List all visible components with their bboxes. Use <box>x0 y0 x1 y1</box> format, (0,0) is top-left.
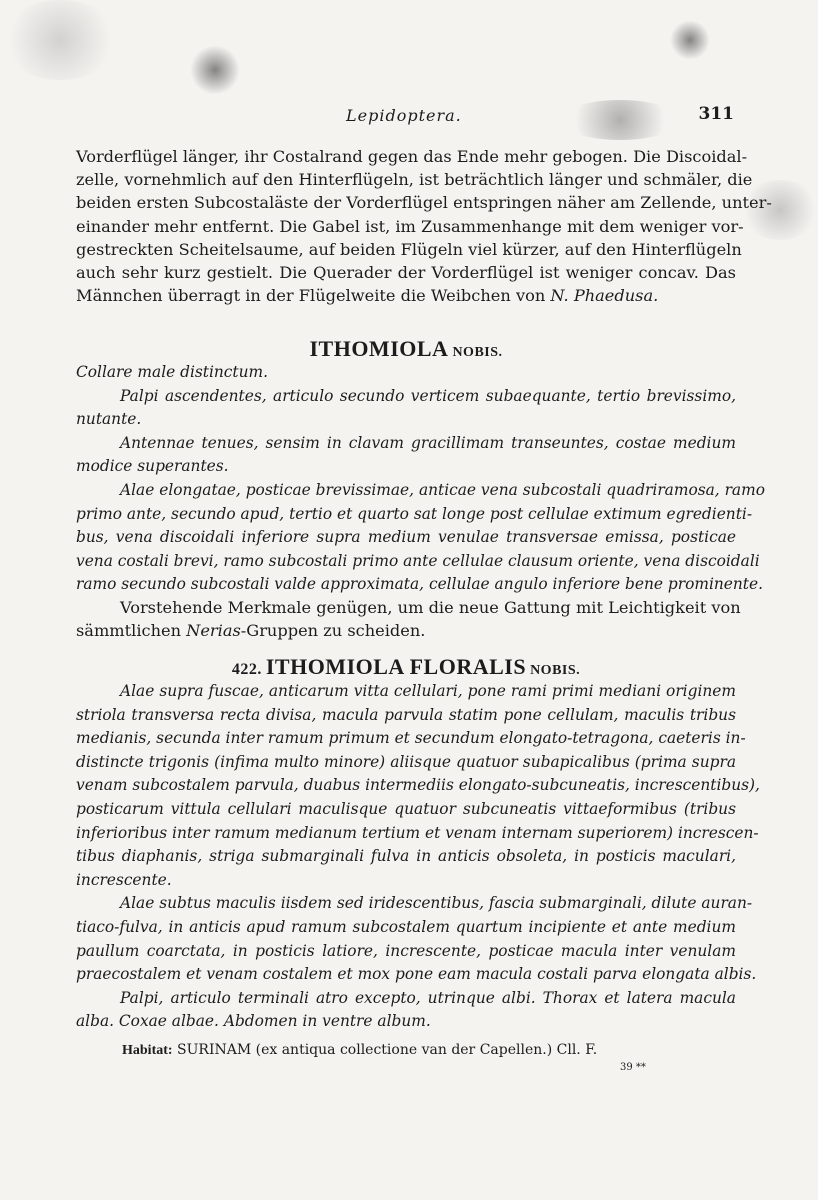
text-line: vena costali brevi, ramo subcostali primo ante cellulae clausum oriente, vena discoidali <box>76 551 760 570</box>
text-line: Palpi ascendentes, articulo secundo verticem subaequante, tertio brevissimo, <box>120 386 736 405</box>
text-line: striola transversa recta divisa, macula parvula statim pone cellulam, maculis tribus <box>76 705 736 724</box>
habitat-label: Habitat: <box>122 1043 173 1058</box>
species-heading <box>76 654 736 680</box>
page-number: 311 <box>698 104 734 124</box>
species-name: N. Phaedusa. <box>550 286 659 306</box>
text-line: primo ante, secundo apud, tertio et quarto sat longe post cellulae extimum egredienti- <box>76 504 753 523</box>
text-line: posticarum vittula cellulari maculisque quatuor subcuneatis vittaeformibus (tribus <box>76 799 736 818</box>
running-title: Lepidoptera. <box>346 106 462 125</box>
genus-heading <box>76 336 736 362</box>
signature-mark: 39 ** <box>620 1062 646 1073</box>
ink-smudge <box>0 0 120 80</box>
text-line: tiaco-fulva, in anticis apud ramum subcostalem quartum incipiente et ante medium <box>76 917 736 936</box>
text-line: beiden ersten Subcostaläste der Vorderflügel entspringen näher am Zellende, unter- <box>76 193 772 213</box>
text-line: sämmtlichen Nerias-Gruppen zu scheiden. <box>76 621 426 641</box>
text-line: Alae elongatae, posticae brevissimae, anticae vena subcostali quadriramosa, ramo <box>120 480 765 499</box>
genus-name: ITHOMIOLA <box>309 336 449 361</box>
ink-smudge <box>190 45 240 95</box>
text-line: nutante. <box>76 410 142 429</box>
text-line: inferioribus inter ramum medianum tertium et venam internam superiorem) increscen- <box>76 823 759 842</box>
text-line: Collare male distinctum. <box>76 363 269 381</box>
text-line: Alae subtus maculis iisdem sed iridescentibus, fascia submarginali, dilute auran- <box>120 894 753 913</box>
page-header <box>76 100 736 130</box>
species-description <box>76 680 760 1034</box>
text-line: Vorderflügel länger, ihr Costalrand gegen das Ende mehr gebogen. Die Discoidal- <box>76 147 748 166</box>
habitat-line <box>122 1042 597 1059</box>
text-line: paullum coarctata, in posticis latiore, increscente, posticae macula inter venulam <box>76 941 736 960</box>
intro-paragraph <box>76 145 772 307</box>
text-line: Vorstehende Merkmale genügen, um die neue Gattung mit Leichtigkeit von <box>120 598 741 617</box>
habitat-text: SURINAM (ex antiqua collectione van der Capellen.) Cll. F. <box>177 1042 598 1058</box>
text-line: praecostalem et venam costalem et mox pone eam macula costali parva elongata albis. <box>76 965 757 984</box>
species-number: 422. <box>231 661 262 678</box>
text-line: Antennae tenues, sensim in clavam gracillimam transeuntes, costae medium <box>120 433 736 452</box>
text-line: increscente. <box>76 870 172 889</box>
text-line: modice superantes. <box>76 457 229 476</box>
text-line: medianis, secunda inter ramum primum et secundum elongato-tetragona, caeteris in- <box>76 729 746 748</box>
text-line: ramo secundo subcostali valde approximata, cellulae angulo inferiore bene prominente. <box>76 575 763 594</box>
genus-diagnosis <box>76 361 765 597</box>
text-line: einander mehr entfernt. Die Gabel ist, im Zusammenhange mit dem weniger vor- <box>76 216 744 236</box>
text-line: Alae supra fuscae, anticarum vitta cellulari, pone rami primi mediani originem <box>120 682 736 700</box>
species-name: ITHOMIOLA FLORALIS <box>265 654 527 679</box>
text-line: distincte trigonis (infima multo minore) aliisque quatuor subapicalibus (prima supra <box>76 752 736 771</box>
text-line: gestreckten Scheitelsaume, auf beiden Flügeln viel kürzer, auf den Hinterflügeln <box>76 239 742 259</box>
text-line: bus, vena discoidali inferiore supra medium venulae transversae emissa, posticae <box>76 528 736 547</box>
genus-reference: Nerias <box>186 621 241 641</box>
text-line: alba. Coxae albae. Abdomen in ventre album. <box>76 1012 431 1031</box>
text-line: Männchen überragt in der Flügelweite die Weibchen von N. Phaedusa. <box>76 286 659 306</box>
remark-paragraph <box>76 596 741 642</box>
text-line: zelle, vornehmlich auf den Hinterflügeln, ist beträchtlich länger und schmäler, die <box>76 170 753 190</box>
text-line: Palpi, articulo terminali atro excepto, utrinque albi. Thorax et latera macula <box>120 988 736 1007</box>
genus-author: NOBIS. <box>452 345 503 360</box>
text-line: auch sehr kurz gestielt. Die Querader der Vorderflügel ist weniger concav. Das <box>76 262 736 282</box>
text-line: venam subcostalem parvula, duabus intermediis elongato-subcuneatis, increscentibus), <box>76 776 760 795</box>
ink-smudge <box>670 20 710 60</box>
text-line: tibus diaphanis, striga submarginali fulva in anticis obsoleta, in posticis maculari, <box>76 847 736 866</box>
species-author: NOBIS. <box>530 663 581 678</box>
